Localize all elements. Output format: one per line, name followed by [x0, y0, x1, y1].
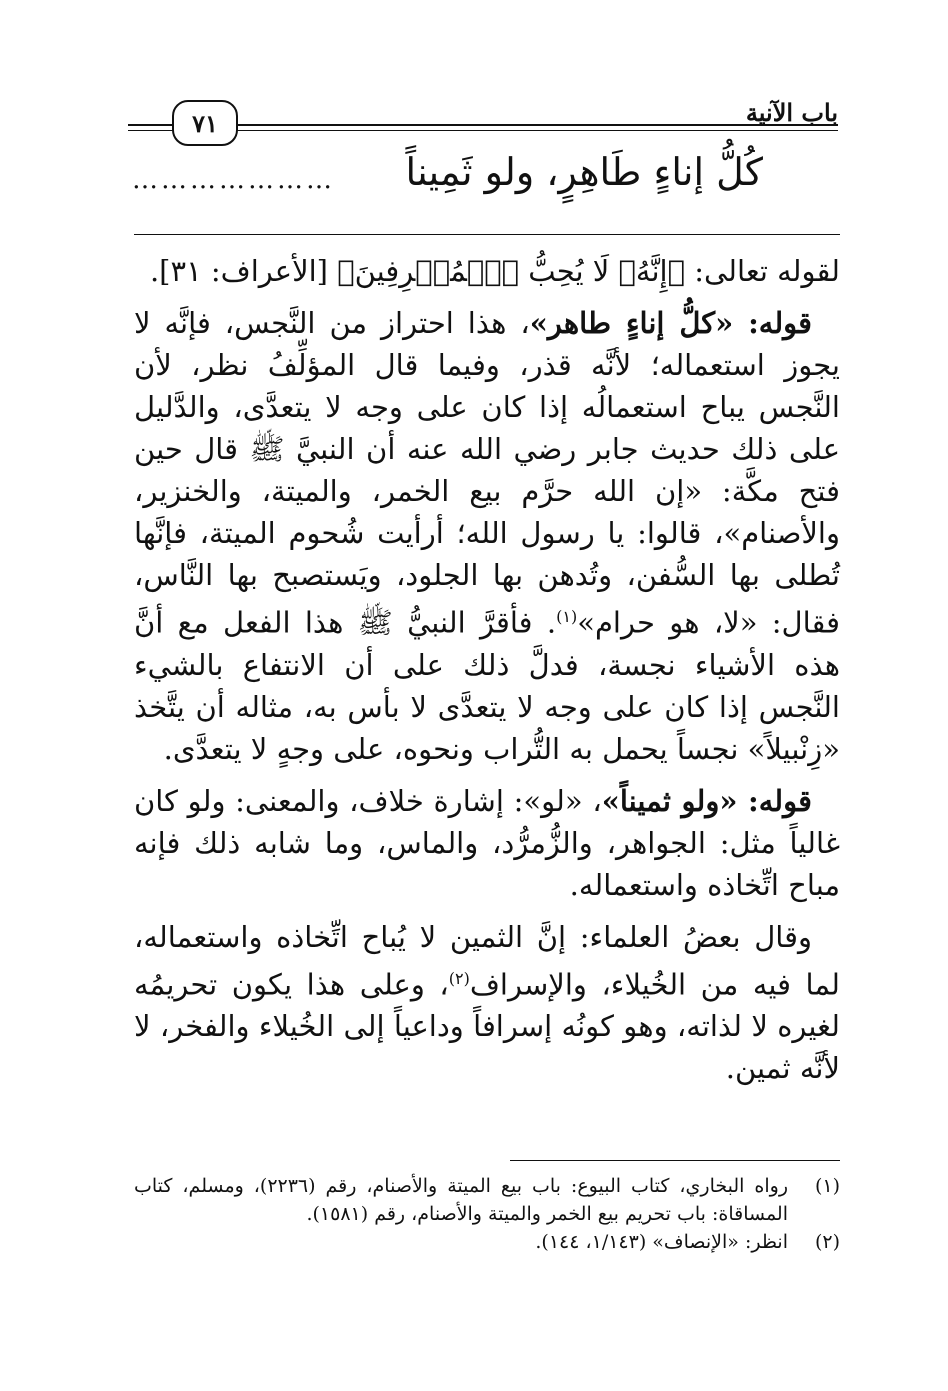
footnote-ref-2: (٢) — [448, 968, 470, 988]
paragraph-3 — [134, 780, 840, 906]
footnotes — [134, 1172, 840, 1256]
matn-dots: ………………… — [132, 165, 335, 195]
paragraph-3-lead: قوله: «ولو ثميناً» — [601, 783, 812, 818]
footnote-1-text: رواه البخاري، كتاب البيوع: باب بيع الميتة والأصنام، رقم (٢٢٣٦)، ومسلم، كتاب المساقاة: باب تحريم بيع الخمر والميتة والأصنام، رقم (١٥٨١). — [134, 1175, 788, 1225]
header-rule-left-thick — [128, 124, 176, 126]
paragraph-1-text: لقوله تعالى: ﴿إِنَّهُۥ لَا يُحِبُّ ٱلۡمُسۡرِفِينَ﴾ [الأعراف: ٣١]. — [149, 254, 840, 288]
footnote-2-number: (٢) — [814, 1231, 840, 1253]
running-title: باب الآنية — [745, 98, 838, 127]
paragraph-2 — [134, 302, 840, 770]
paragraph-2-lead: قوله: «كلُّ إناءٍ طاهر» — [529, 306, 812, 340]
footnote-divider — [510, 1160, 840, 1161]
paragraph-4 — [134, 916, 840, 1090]
paragraph-3-text: ، «لو»: إشارة خلاف، والمعنى: ولو كان غالياً مثل: الجواهر، والزُّمرُّد، والماس، وما شابه ذلك فإنه مباح اتِّخاذه واستعماله. — [134, 783, 840, 902]
footnote-2 — [134, 1228, 840, 1256]
footnote-1-number: (١) — [814, 1175, 840, 1197]
paragraph-4-text-cont: ، وعلى هذا يكون تحريمُه لغيره لا لذاته، وهو كونُه إسرافاً وداعياً إلى الخُيلاء والفخر، لا لأنَّه ثمين. — [134, 967, 840, 1086]
footnote-2-text: انظر: «الإنصاف» (١/١٤٣، ١٤٤). — [535, 1231, 788, 1253]
header-rule-right-thin — [230, 130, 838, 131]
footnote-ref-1: (١) — [556, 607, 578, 626]
footnote-1 — [134, 1172, 840, 1228]
paragraph-1 — [134, 250, 840, 292]
paragraph-4-text: وقال بعضُ العلماء: إنَّ الثمين لا يُباح اتِّخاذه واستعماله، لما فيه من الخُيلاء، والإسراف — [134, 919, 840, 1002]
header-rule-right-thick — [230, 124, 838, 126]
paragraph-2-text: ، هذا احتراز من النَّجس، فإنَّه لا يجوز استعماله؛ لأنَّه قذر، وفيما قال المؤلِّفُ نظر، لأن النَّجس يباح استعمالُه إذا كان على وجه لا يتعدَّى، والدَّليل على ذلك حديث جابر رضي الله عنه أن النبيَّ ﷺ قال حين فتح مكَّة: «إن الله حرَّم بيع الخمر، والميتة، والخنزير، والأصنام»، قالوا: يا رسول الله؛ أرأيت شُحوم الميتة، فإنَّها تُطلى بها السُّفن، وتُدهن بها الجلود، ويَستصبح بها النَّاس، فقال: «لا، هو حرام» — [134, 306, 840, 640]
paragraph-2-text-cont: . فأقرَّ النبيُّ ﷺ هذا الفعل مع أنَّ هذه الأشياء نجسة، فدلَّ ذلك على أن الانتفاع بالشيء النَّجس إذا كان على وجه لا يتعدَّى لا بأس به، مثاله أن يتَّخذ «زِنْبيلاً» نجساً يحمل به التُّراب ونحوه، على وجهٍ لا يتعدَّى. — [134, 605, 840, 766]
matn-text: كُلُّ إناءٍ طَاهِرٍ، ولو ثَمِيناً — [405, 150, 763, 194]
page-number: ٧١ — [172, 100, 238, 146]
commentary-body — [134, 250, 840, 1099]
header-rule-left-thin — [128, 130, 176, 131]
matn-divider — [134, 234, 840, 235]
